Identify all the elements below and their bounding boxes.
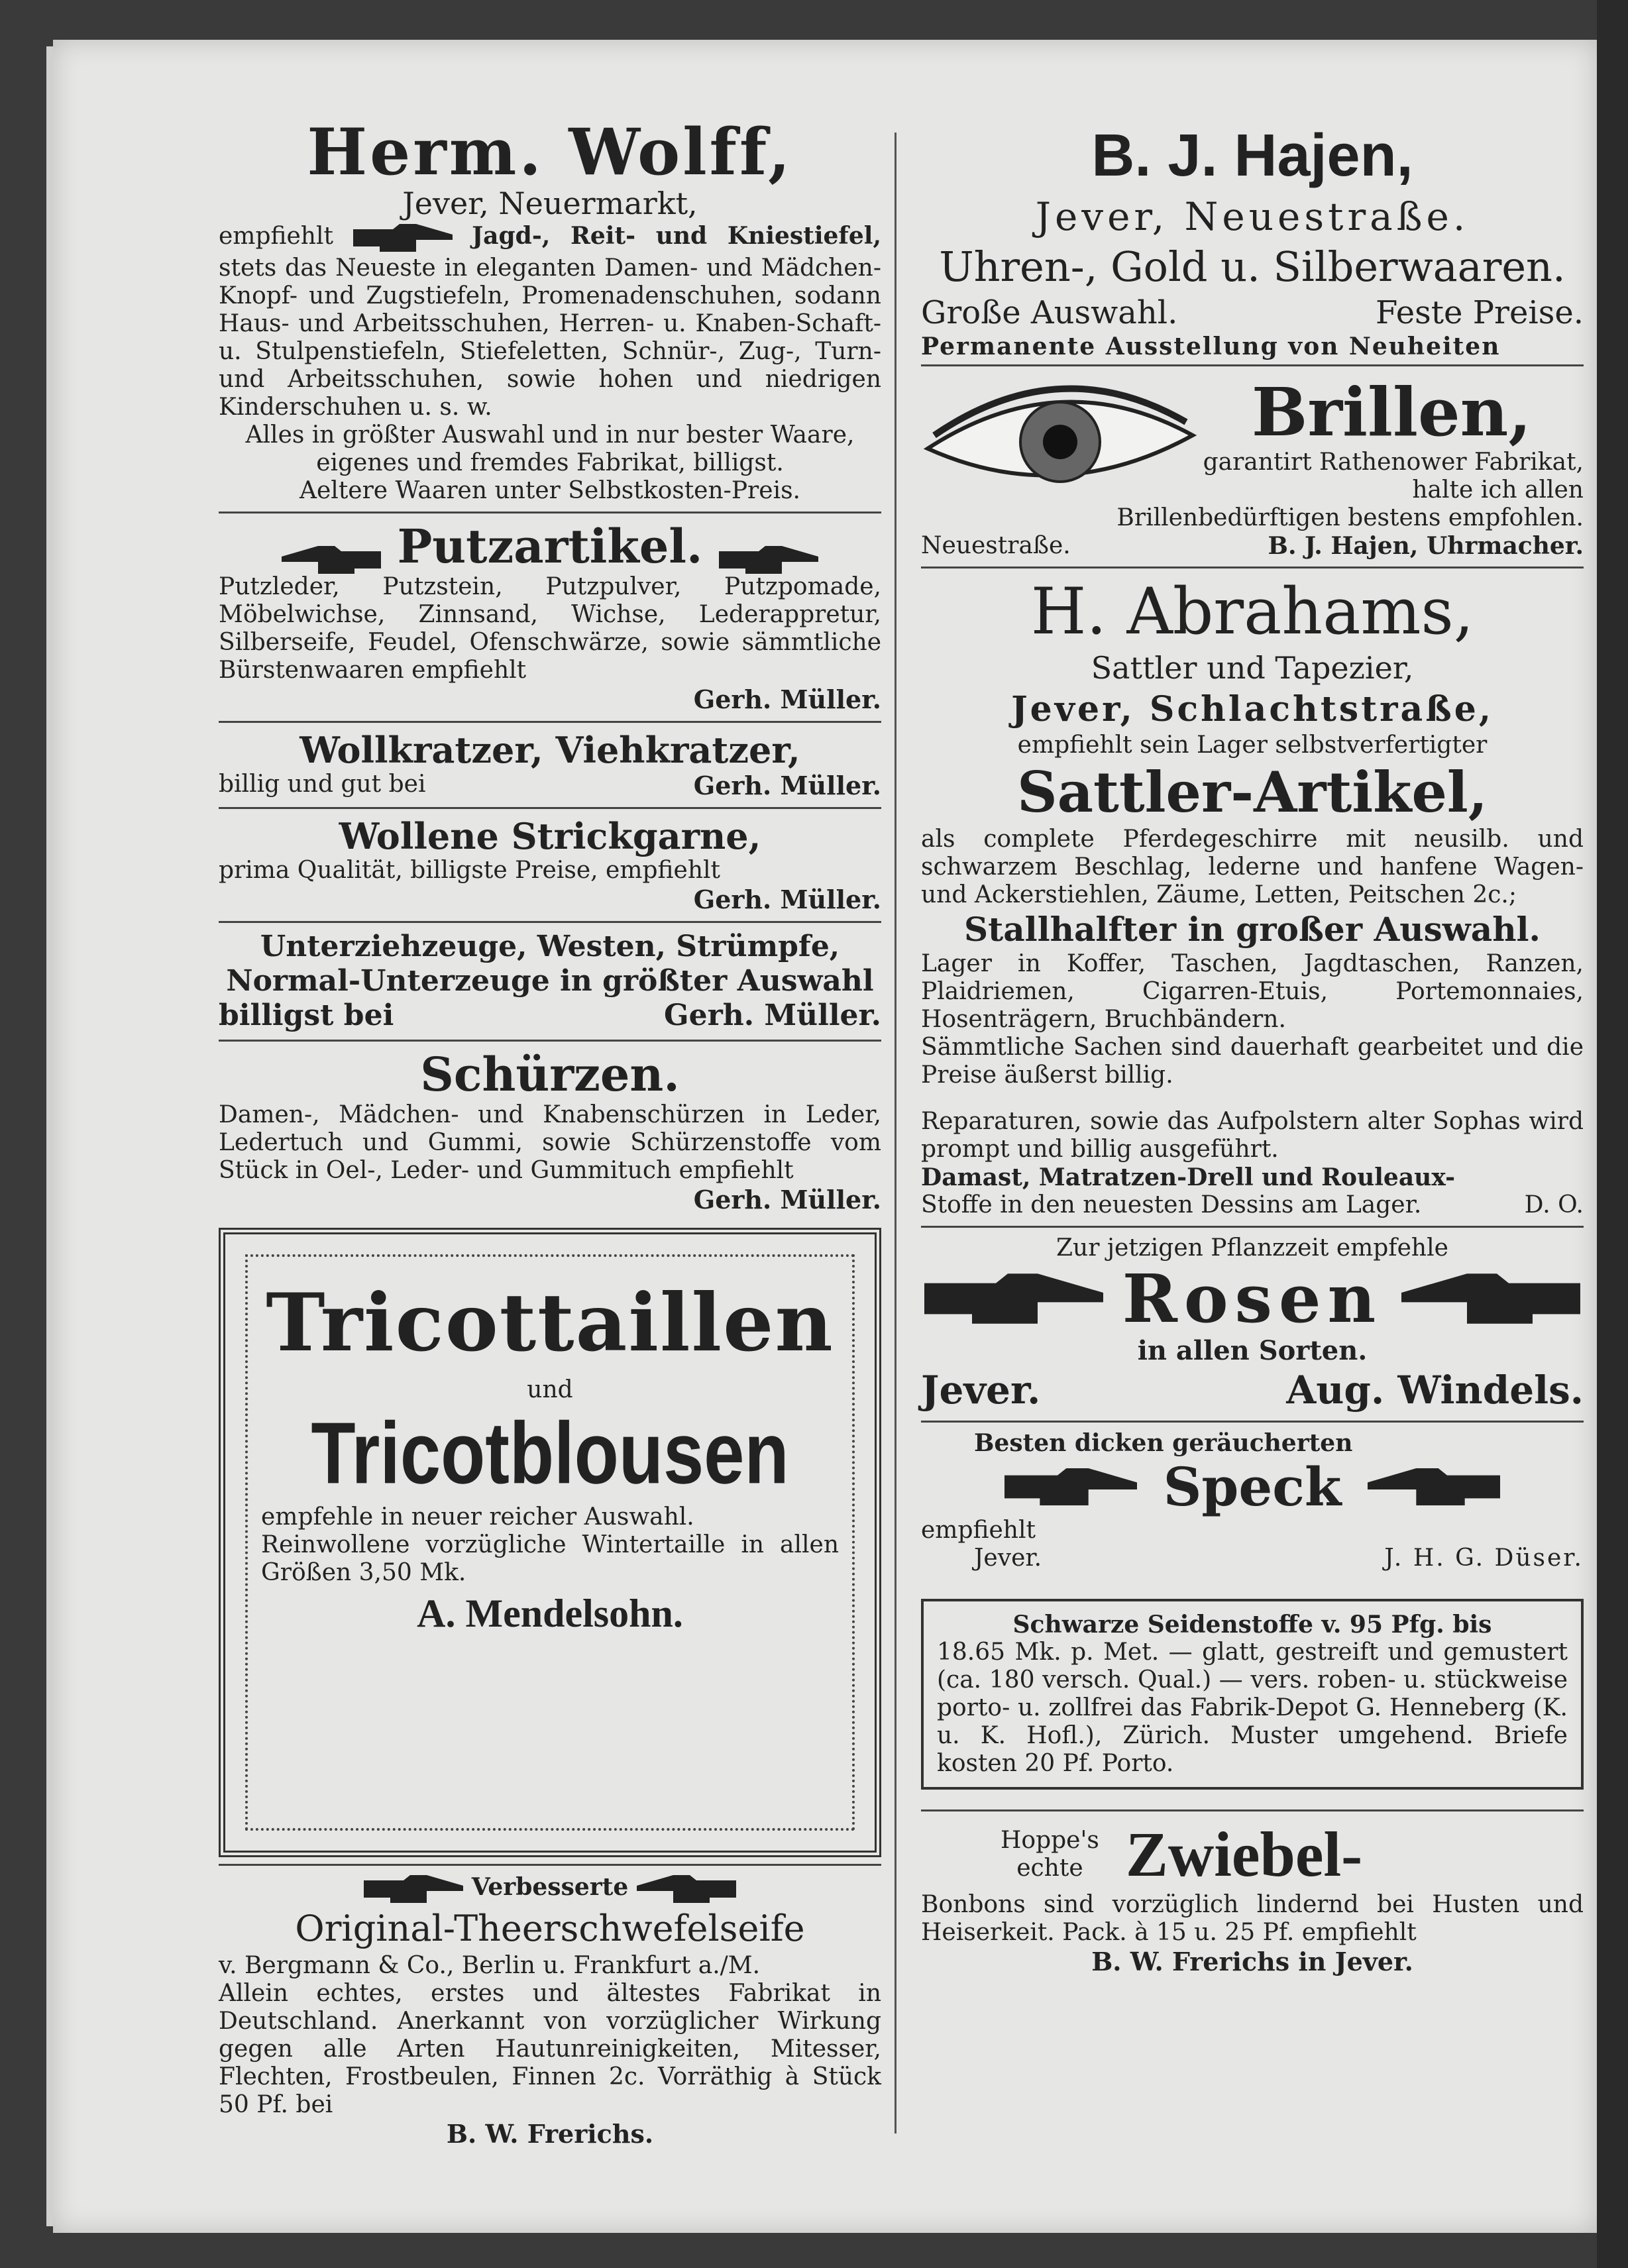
pointing-hand-icon: [637, 1872, 736, 1906]
abrahams-body5a: Damast, Matratzen-Drell und Rouleaux-: [921, 1163, 1456, 1191]
tricot-frame-inner: [245, 1254, 855, 1831]
ad-kratzer: [219, 729, 881, 800]
tricot-title1: Tricottaillen: [266, 1276, 834, 1370]
tricot-sig: A. Mendelsohn.: [417, 1592, 683, 1635]
wolff-highlight: Jagd-, Reit- und Kniestiefel,: [472, 222, 881, 250]
tricot-frame: [219, 1228, 881, 1857]
schuerzen-title: Schürzen.: [420, 1047, 680, 1102]
divider: [219, 512, 881, 513]
wolff-lead: empfiehlt: [219, 223, 333, 250]
abrahams-place: Jever, Schlachtstraße,: [1011, 689, 1493, 729]
speck-sig: J. H. G. Düser.: [1384, 1544, 1584, 1572]
abrahams-initials: D. O.: [1524, 1191, 1584, 1218]
speck-sig-row: [921, 1544, 1584, 1572]
seife-maker: v. Bergmann & Co., Berlin u. Frankfurt a./M.: [219, 1952, 761, 1979]
speck-place: Jever.: [974, 1544, 1042, 1572]
ad-seife: [219, 1872, 881, 2149]
right-column: [921, 119, 1584, 1976]
tricot-und: und: [527, 1376, 573, 1403]
kratzer-title: Wollkratzer, Viehkratzer,: [299, 729, 800, 771]
seife-pre-row: [219, 1872, 881, 1906]
ad-speck: [921, 1429, 1584, 1572]
wolff-text: [219, 221, 881, 421]
unterzeug-line3a: billigst bei: [219, 999, 394, 1032]
hajen-place: Jever, Neuestraße.: [1035, 194, 1470, 239]
eye-icon: [921, 376, 1199, 502]
ad-wolff: [219, 115, 881, 505]
ad-zwiebel: [921, 1818, 1584, 1976]
ad-garne: [219, 816, 881, 914]
abrahams-body3: Sämmtliche Sachen sind dauerhaft gearbeitet und die Preise äußerst billig.: [921, 1034, 1584, 1089]
pointing-hand-icon: [1004, 1464, 1137, 1510]
putz-title-row: [219, 520, 881, 573]
abrahams-big: Sattler-Artikel,: [1016, 759, 1488, 825]
divider: [219, 921, 881, 923]
abrahams-body2: Lager in Koffer, Taschen, Jagdtaschen, Ranzen, Plaidriemen, Cigarren-Etuis, Portemonnaies, Hosenträgern, Bruchbändern.: [921, 950, 1584, 1033]
hajen-left: Große Auswahl.: [921, 294, 1178, 331]
rosen-lead: Zur jetzigen Pflanzzeit empfehle: [1056, 1234, 1448, 1262]
abrahams-body: als complete Pferdegeschirre mit neusilb. und schwarzem Beschlag, lederne und hanfene Wagen- und Ackerstiehlen, Zäume, Letten, Peitschen 2c.;: [921, 826, 1584, 908]
ad-abrahams: [921, 575, 1584, 1219]
hajen-sig: B. J. Hajen, Uhrmacher.: [1268, 532, 1584, 560]
pointing-hand-icon: [921, 1269, 1107, 1328]
divider: [219, 1040, 881, 1042]
abrahams-row: [921, 1191, 1584, 1219]
ad-seide: [921, 1599, 1584, 1790]
zwiebel-pre2: echte: [1016, 1855, 1083, 1882]
ad-schuerzen: [219, 1048, 881, 1215]
schuerzen-body: Damen-, Mädchen- und Knabenschürzen in Leder, Ledertuch und Gummi, sowie Schürzenstoffe vom Stück in Oel-, Leder- und Gummituch empfiehlt: [219, 1101, 881, 1184]
column-rule: [895, 133, 896, 2133]
putz-sig: Gerh. Müller.: [693, 684, 881, 714]
ad-putzartikel: [219, 520, 881, 714]
garne-body: prima Qualität, billigste Preise, empfiehlt: [219, 857, 721, 884]
speck-lead: Besten dicken geräucherten: [974, 1429, 1353, 1457]
brillen-title: Brillen,: [1251, 376, 1532, 451]
tricot-body2: Reinwollene vorzügliche Wintertaille in allen Größen 3,50 Mk.: [261, 1531, 839, 1586]
unterzeug-line2: Normal-Unterzeuge in größter Auswahl: [226, 964, 874, 998]
abrahams-body5b: Stoffe in den neuesten Dessins am Lager.: [921, 1191, 1422, 1218]
pointing-hand-icon: [719, 534, 818, 567]
wolff-line3: Aeltere Waaren unter Selbstkosten-Preis.: [299, 477, 800, 504]
ad-unterzeug: [219, 930, 881, 1033]
speck-title: Speck: [1163, 1456, 1342, 1518]
zwiebel-sig: B. W. Frerichs in Jever.: [1091, 1947, 1413, 1976]
kratzer-row: [219, 771, 881, 800]
pointing-hand-icon: [282, 534, 381, 567]
divider: [219, 807, 881, 809]
divider: [219, 1864, 881, 1866]
hajen-name: B. J. Hajen,: [1091, 123, 1413, 189]
rosen-sig: Aug. Windels.: [1286, 1368, 1584, 1413]
zwiebel-title-row: [1001, 1818, 1584, 1891]
wolff-line2: Alles in größter Auswahl und in nur bester Waare, eigenes und fremdes Fabrikat, billigst.: [245, 421, 855, 476]
zwiebel-pre1: Hoppe's: [1001, 1827, 1099, 1854]
abrahams-body4: Reparaturen, sowie das Aufpolstern alter Sophas wird prompt und billig ausgeführt.: [921, 1108, 1584, 1163]
garne-sig: Gerh. Müller.: [693, 885, 881, 914]
tricot-title2: Tricotblousen: [311, 1404, 789, 1503]
divider: [921, 567, 1584, 568]
garne-title: Wollene Strickgarne,: [339, 815, 761, 857]
zwiebel-body: Bonbons sind vorzüglich lindernd bei Husten und Heiserkeit. Pack. à 15 u. 25 Pf. empfiehlt: [921, 1891, 1584, 1946]
wolff-body: stets das Neueste in eleganten Damen- und Mädchen-Knopf- und Zugstiefeln, Promenadenschuhen, sodann Haus- und Arbeitsschuhen, Herren- u. Knaben-Schaft- u. Stulpenstiefeln, Stiefeletten, Schnür-, Zug-, Turn- und Arbeitsschuhen, sowie hohen und niedrigen Kinderschuhen u. s. w.: [219, 254, 881, 421]
rosen-sig-row: [921, 1366, 1584, 1414]
seide-title: Schwarze Seidenstoffe v. 95 Pfg. bis: [1012, 1611, 1492, 1639]
divider: [921, 1226, 1584, 1228]
divider: [921, 1809, 1584, 1811]
ad-tricot: [219, 1228, 881, 1857]
unterzeug-line3b: Gerh. Müller.: [664, 999, 881, 1032]
speck-title-row: [921, 1457, 1584, 1517]
seife-sig: B. W. Frerichs.: [446, 2119, 654, 2149]
zwiebel-title: Zwiebel-: [1125, 1819, 1363, 1890]
rosen-place: Jever.: [921, 1368, 1041, 1413]
abrahams-lead: empfiehlt sein Lager selbstverfertigter: [1017, 731, 1488, 759]
abrahams-stall: Stallhalfter in großer Auswahl.: [964, 910, 1541, 949]
wolff-place: Jever, Neuermarkt,: [402, 186, 698, 221]
zwiebel-pre: [1001, 1827, 1099, 1882]
hajen-trade: Uhren-, Gold u. Silberwaaren.: [939, 243, 1566, 291]
abrahams-name: H. Abrahams,: [1030, 574, 1474, 649]
abrahams-trade: Sattler und Tapezier,: [1091, 650, 1414, 686]
book-spine: [1597, 0, 1628, 2268]
hajen-perm: Permanente Ausstellung von Neuheiten: [921, 333, 1584, 366]
kratzer-sig: Gerh. Müller.: [693, 771, 881, 800]
putz-body: Putzleder, Putzstein, Putzpulver, Putzpomade, Möbelwichse, Zinnsand, Wichse, Lederappretur, Silberseife, Feudel, Ofenschwärze, sowie sämmtliche Bürstenwaaren empfiehlt: [219, 573, 881, 684]
hajen-row: [921, 293, 1584, 333]
tricot-body1: empfehle in neuer reicher Auswahl.: [261, 1503, 694, 1531]
pointing-hand-icon: [1368, 1464, 1500, 1510]
putz-title: Putzartikel.: [397, 519, 703, 574]
brillen-body: garantirt Rathenower Fabrikat, halte ich allen Brillenbedürftigen bestens empfohlen.: [1116, 449, 1584, 531]
speck-empf: empfiehlt: [921, 1517, 1036, 1544]
seife-pre: Verbesserte: [471, 1873, 629, 1901]
wolff-name: Herm. Wolff,: [307, 115, 793, 189]
rosen-sub: in allen Sorten.: [1137, 1335, 1368, 1366]
seide-body: 18.65 Mk. p. Met. — glatt, gestreift und gemustert (ca. 180 versch. Qual.) — vers. roben- u. stückweise porto- u. zollfrei das Fabrik-Depot G. Henneberg (K. u. K. Hofl.), Zürich. Muster umgehend. Briefe kosten 20 Pf. Porto.: [937, 1639, 1568, 1777]
pointing-hand-icon: [364, 1872, 463, 1906]
rosen-title-row: [921, 1260, 1584, 1338]
pointing-hand-icon: [1398, 1269, 1584, 1328]
hajen-street: Neuestraße.: [921, 532, 1071, 559]
divider: [921, 1421, 1584, 1423]
schuerzen-sig: Gerh. Müller.: [693, 1185, 881, 1215]
ad-rosen: [921, 1234, 1584, 1414]
kratzer-body: billig und gut bei: [219, 771, 426, 798]
divider: [219, 721, 881, 723]
ad-hajen: [921, 119, 1584, 560]
unterzeug-row: [219, 999, 881, 1033]
rosen-title: Rosen: [1122, 1260, 1383, 1338]
seife-title: Original-Theerschwefelseife: [295, 1908, 805, 1949]
pointing-hand-icon: [353, 221, 453, 254]
seife-body: Allein echtes, erstes und ältestes Fabrikat in Deutschland. Anerkannt von vorzüglicher Wirkung gegen alle Arten Hautunreinigkeiten, Mitesser, Flechten, Frostbeulen, Finnen 2c. Vorräthig à Stück 50 Pf. bei: [219, 1980, 881, 2118]
hajen-brillen-block: [921, 376, 1584, 532]
hajen-right: Feste Preise.: [1376, 294, 1584, 331]
unterzeug-line1: Unterziehzeuge, Westen, Strümpfe,: [260, 930, 840, 963]
left-column: [219, 115, 881, 2149]
hajen-sig-row: [921, 532, 1584, 560]
